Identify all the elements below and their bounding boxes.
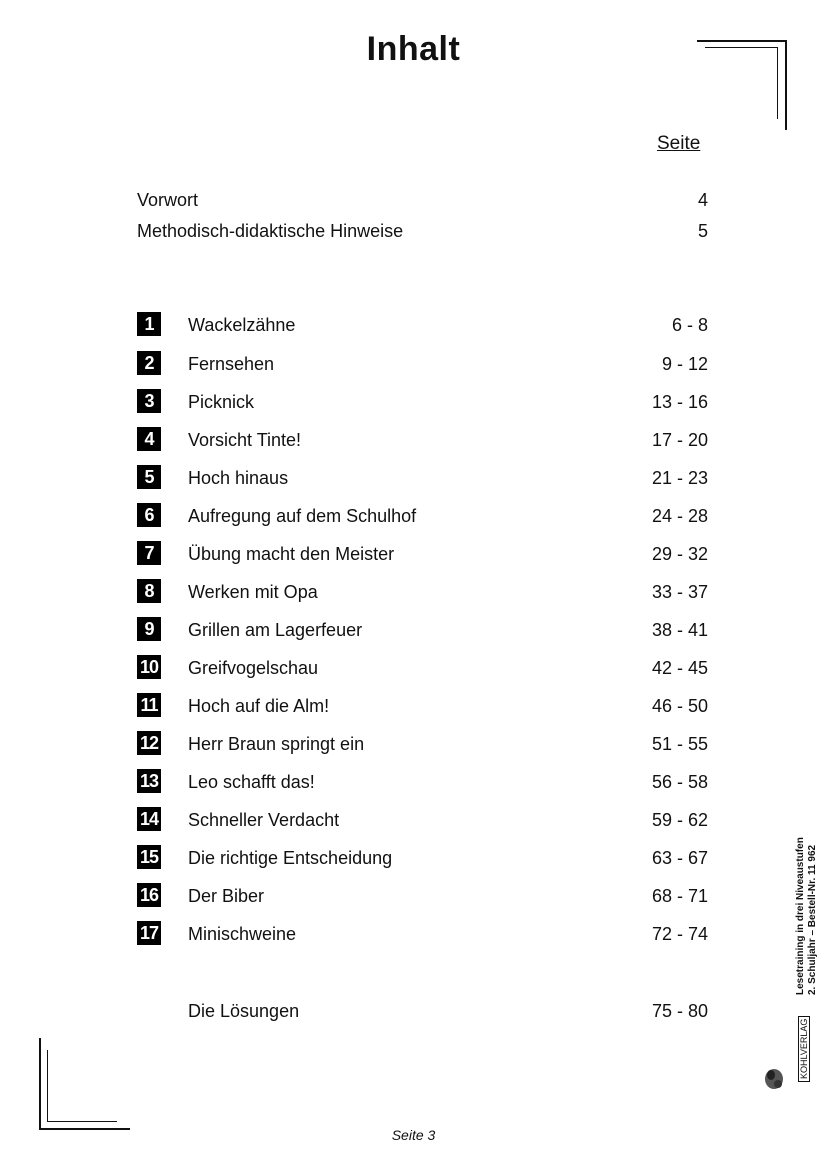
chapter-title: Wackelzähne	[188, 315, 296, 335]
chapter-title: Der Biber	[188, 886, 265, 906]
side-note-line2: 2. Schuljahr – Bestell-Nr. 11 962	[807, 844, 818, 995]
chapter-pages: 6 - 8	[671, 315, 708, 335]
chapter-number-badge: 14	[137, 807, 161, 831]
chapter-title: Schneller Verdacht	[188, 810, 340, 830]
chapter-pages: 42 - 45	[651, 658, 708, 678]
publisher-logo-icon	[763, 1062, 785, 1092]
corner-top-right-v1	[785, 40, 787, 130]
chapter-title: Fernsehen	[188, 354, 275, 374]
chapter-pages: 33 - 37	[651, 582, 708, 602]
chapter-pages: 68 - 71	[651, 886, 708, 906]
chapter-pages: 72 - 74	[651, 924, 708, 944]
solutions-pages: 75 - 80	[651, 1001, 708, 1021]
chapter-pages: 21 - 23	[651, 468, 708, 488]
chapter-title: Herr Braun springt ein	[188, 734, 365, 754]
chapter-pages: 46 - 50	[651, 696, 708, 716]
chapter-pages: 9 - 12	[661, 354, 708, 374]
chapter-pages: 24 - 28	[651, 506, 708, 526]
chapter-number-badge: 9	[137, 617, 161, 641]
chapter-title: Hoch hinaus	[188, 468, 289, 488]
chapter-number-badge: 13	[137, 769, 161, 793]
chapter-number-badge: 3	[137, 389, 161, 413]
toc-intro-label: Methodisch-didaktische Hinweise	[137, 221, 404, 241]
corner-bottom-left-h2	[47, 1121, 117, 1122]
chapter-title: Aufregung auf dem Schulhof	[188, 506, 417, 526]
solutions-label: Die Lösungen	[188, 1001, 300, 1021]
publisher-name: KOHLVERLAG	[798, 1016, 810, 1082]
chapter-number-badge: 12	[137, 731, 161, 755]
chapter-pages: 59 - 62	[651, 810, 708, 830]
corner-bottom-left-v2	[47, 1050, 48, 1122]
chapter-number-badge: 8	[137, 579, 161, 603]
side-note-line1: Lesetraining in drei Niveaustufen	[795, 837, 806, 995]
chapter-title: Picknick	[188, 392, 255, 412]
corner-bottom-left-v1	[39, 1038, 41, 1130]
chapter-number-badge: 16	[137, 883, 161, 907]
chapter-number-badge: 7	[137, 541, 161, 565]
chapter-pages: 17 - 20	[651, 430, 708, 450]
chapter-number-badge: 15	[137, 845, 161, 869]
chapter-number-badge: 17	[137, 921, 161, 945]
side-publication-note	[795, 837, 819, 995]
chapter-number-badge: 5	[137, 465, 161, 489]
page-number-footer: Seite 3	[391, 1127, 436, 1143]
toc-intro-pages: 4	[697, 190, 708, 210]
corner-top-right-v2	[777, 47, 778, 119]
chapter-title: Leo schafft das!	[188, 772, 315, 792]
chapter-title: Grillen am Lagerfeuer	[188, 620, 363, 640]
corner-top-right-h1	[697, 40, 787, 42]
toc-intro-label: Vorwort	[137, 190, 199, 210]
page-title: Inhalt	[366, 30, 461, 68]
chapter-title: Greifvogelschau	[188, 658, 319, 678]
chapter-number-badge: 10	[137, 655, 161, 679]
chapter-pages: 63 - 67	[651, 848, 708, 868]
chapter-title: Die richtige Entscheidung	[188, 848, 393, 868]
page-column-header: Seite	[657, 133, 701, 154]
chapter-number-badge: 11	[137, 693, 161, 717]
chapter-title: Übung macht den Meister	[188, 544, 395, 564]
chapter-number-badge: 4	[137, 427, 161, 451]
chapter-pages: 13 - 16	[651, 392, 708, 412]
corner-top-right-h2	[705, 47, 778, 48]
chapter-pages: 38 - 41	[651, 620, 708, 640]
chapter-pages: 29 - 32	[651, 544, 708, 564]
chapter-pages: 56 - 58	[651, 772, 708, 792]
toc-intro-pages: 5	[697, 221, 708, 241]
chapter-title: Vorsicht Tinte!	[188, 430, 302, 450]
chapter-title: Hoch auf die Alm!	[188, 696, 330, 716]
chapter-pages: 51 - 55	[651, 734, 708, 754]
chapter-number-badge: 1	[137, 312, 161, 336]
chapter-title: Werken mit Opa	[188, 582, 318, 602]
chapter-number-badge: 2	[137, 351, 161, 375]
chapter-number-badge: 6	[137, 503, 161, 527]
chapter-title: Minischweine	[188, 924, 297, 944]
